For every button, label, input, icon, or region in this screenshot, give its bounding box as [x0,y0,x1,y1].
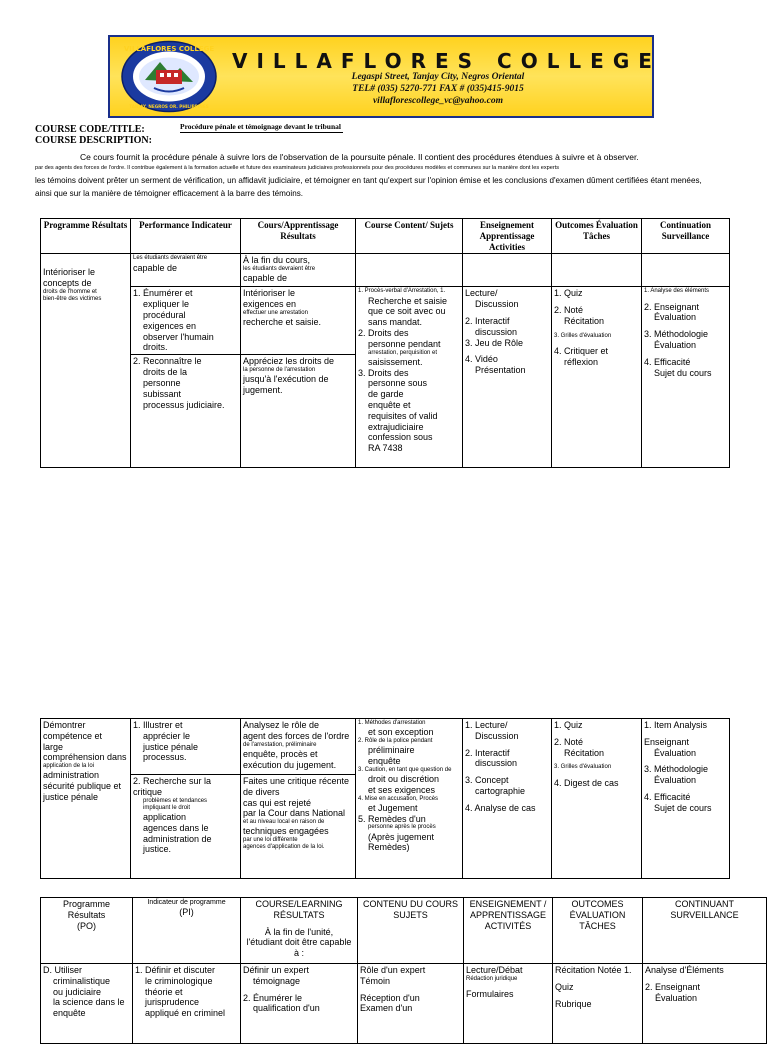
header-performance-indicateur: Performance Indicateur [131,219,241,254]
table-cell-outcomes: 1. Quiz 2. Noté Récitation 3. Grilles d'évaluation 4. Critiquer et réflexion [552,287,642,468]
table-cell-content: Rôle d'un expert Témoin Réception d'un Examen d'un [358,964,464,1044]
table-cell-outcomes: 1. Quiz 2. Noté Récitation 3. Grilles d'évaluation 4. Digest de cas [552,719,642,879]
header-course-content: Course Content/ Sujets [356,219,463,254]
table-row [41,254,730,287]
table-cell [463,254,552,287]
college-banner [108,35,661,118]
table-cell: À la fin du cours, les étudiants devraient être capable de [241,254,356,287]
table-cell-pi: 1. Définir et discuter le criminologique théorie et jurisprudence appliqué en criminel [133,964,241,1044]
table-cell-po: D. Utiliser criminalistique ou judiciaire la science dans le enquête [41,964,133,1044]
curriculum-table-2 [40,718,730,879]
table-cell-activities: Lecture/Débat Rédaction juridique Formulaires [464,964,553,1044]
description-line-2: par des agents des forces de l'ordre. Il contribue également à la formation actuelle et future des examinateurs judiciaires professionnels pour des procédures modèles et communes sur la manière dont les experts [35,165,560,171]
table-row [41,287,730,355]
curriculum-table-3 [40,897,767,1044]
table-header-row [41,898,767,964]
table-cell-clo: Faites une critique récente de divers cas qui est rejeté par la Cour dans National et au niveau local en raison de techniques engagées par une loi différente agences d'application de la loi. [241,775,356,879]
table-row [41,964,767,1044]
table-cell-pi: 2. Recherche sur la critique problèmes et tendances impliquant le droit application agences dans le administration de justice. [131,775,241,879]
table-cell-clo: Analysez le rôle de agent des forces de l'ordre de l'arrestation, préliminaire enquête, procès et exécution du jugement. [241,719,356,775]
header-continuant: CONTINUANT SURVEILLANCE [643,898,767,964]
table-cell-pi: 2. Reconnaître le droits de la personne subissant processus judiciaire. [131,355,241,468]
header-course-learning: COURSE/LEARNING RÉSULTATS À la fin de l'unité, l'étudiant doit être capable à : [241,898,358,964]
college-phone: TEL# (035) 5270-771 FAX # (035)415-9015 [352,84,524,94]
table-cell-outcomes: Récitation Notée 1. Quiz Rubrique [553,964,643,1044]
table-row [41,719,730,775]
course-title: Procédure pénale et témoignage devant le tribunal [180,122,343,133]
table-cell-clo: Définir un expert témoignage 2. Énumérer le qualification d'un [241,964,358,1044]
table-cell-po: Démontrer compétence et large compréhension dans application de la loi administration sécurité publique et justice pénale [41,719,131,879]
table-cell [642,254,730,287]
table-header-row [41,219,730,254]
description-line-1: Ce cours fournit la procédure pénale à suivre lors de l'observation de la poursuite pénale. Il contient des procédures étendues à suivre et à observer. [80,152,639,162]
header-enseignement: ENSEIGNEMENT / APPRENTISSAGE ACTIVITÉS [464,898,553,964]
table-cell-pi: 1. Énumérer et expliquer le procédural exigences en observer l'humain droits. [131,287,241,355]
course-code-label: COURSE CODE/TITLE: [35,124,145,135]
table-cell-po: Intérioriser le concepts de droits de l'homme et bien-être des victimes [41,254,131,468]
description-line-4: ainsi que sur la manière de témoigner efficacement à la barre des témoins. [35,189,303,198]
college-email: villaflorescollege_vc@yahoo.com [372,96,504,106]
table-cell: Les étudiants devraient être capable de [131,254,241,287]
header-cours-apprentissage: Cours/Apprentissage Résultats [241,219,356,254]
header-contenu-du-cours: CONTENU DU COURS SUJETS [358,898,464,964]
table-cell-clo: Appréciez les droits de la personne de l'arrestation jusqu'à l'exécution de jugement. [241,355,356,468]
header-programme-resultats: Programme Résultats [41,219,131,254]
header-indicateur-programme: Indicateur de programme (PI) [133,898,241,964]
table-cell-content: 1. Procès-verbal d'Arrestation, 1. Recherche et saisie que ce soit avec ou sans mandat. 2. Droits des personne pendant arrestation, perquisition et saisissement. 3. Droits des personne sous de garde enquête et requisites of valid extrajudiciaire confession sous RA 7438 [356,287,463,468]
header-enseignement: Enseignement Apprentissage Activities [463,219,552,254]
header-outcomes: OUTCOMES ÉVALUATION TÂCHES [553,898,643,964]
header-continuation: Continuation Surveillance [642,219,730,254]
table-cell-continuation: 1. Analyse des éléments 2. Enseignant Évaluation 3. Méthodologie Évaluation 4. Efficacité Sujet du cours [642,287,730,468]
header-programme-resultats: Programme Résultats (PO) [41,898,133,964]
table-cell-clo: Intérioriser le exigences en effectuer une arrestation recherche et saisie. [241,287,356,355]
college-address: Legaspi Street, Tanjay City, Negros Oriental [351,72,525,82]
table-cell-content: 1. Méthodes d'arrestation et son exception 2. Rôle de la police pendant préliminaire enquête 3. Caution, en tant que question de droit ou discrétion et ses exigences 4. Mise en accusation, Procès et Jugement 5. Remèdes d'un personne après le procès (Après jugement Remèdes) [356,719,463,879]
table-cell-continuation: 1. Item Analysis Enseignant Évaluation 3. Méthodologie Évaluation 4. Efficacité Sujet de cours [642,719,730,879]
seal-subtext: TANJAY, NEGROS OR. PHILIPPINES [129,104,209,109]
seal-text: VILLAFLORES COLLEGE [123,45,215,53]
table-cell-activities: Lecture/ Discussion 2. Interactif discussion 3. Jeu de Rôle 4. Vidéo Présentation [463,287,552,468]
header-outcomes: Outcomes Évaluation Tâches [552,219,642,254]
curriculum-table-1 [40,218,730,468]
table-cell-continuation: Analyse d'Éléments 2. Enseignant Évaluation [643,964,767,1044]
table-cell-pi: 1. Illustrer et apprécier le justice pénale processus. [131,719,241,775]
table-cell [552,254,642,287]
table-cell-activities: 1. Lecture/ Discussion 2. Interactif discussion 3. Concept cartographie 4. Analyse de cas [463,719,552,879]
course-description-label: COURSE DESCRIPTION: [35,135,152,146]
college-name: VILLAFLORES COLLEGE [232,49,661,73]
description-line-3: les témoins doivent prêter un serment de vérification, un affidavit judiciaire, et témoigner en tant qu'expert sur l'opinion émise et les conclusions d'examen dûment certifiées étant menées, [35,176,702,185]
table-cell [356,254,463,287]
